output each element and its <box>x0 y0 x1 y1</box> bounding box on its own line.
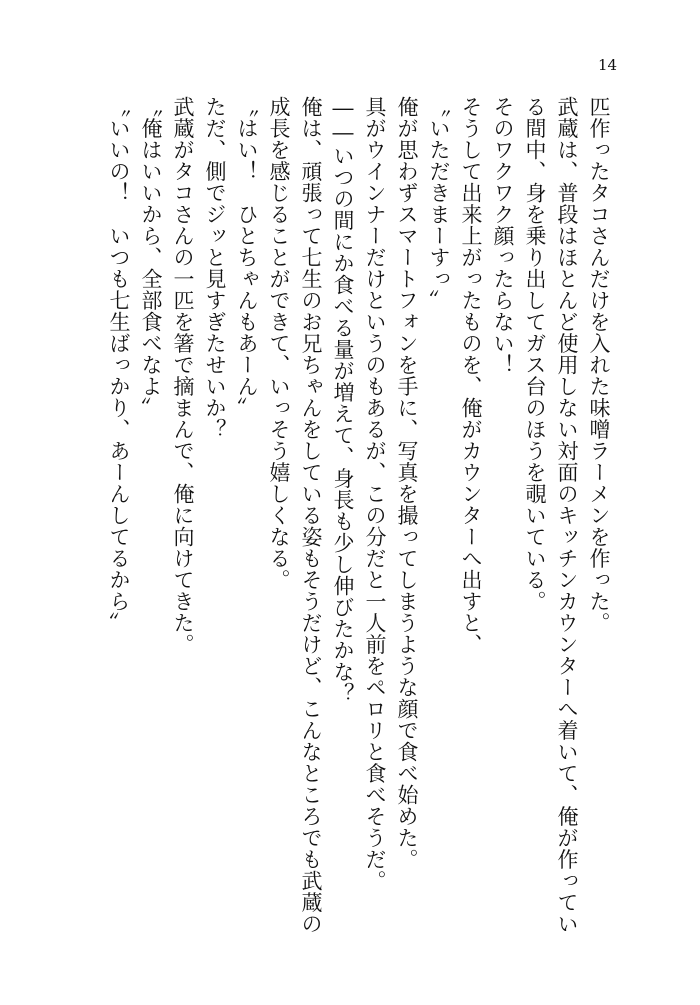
text-line: 匹作ったタコさんだけを入れた味噌ラーメンを作った。 <box>587 96 611 634</box>
text-line: そのワクワク顔ったらない！ <box>491 96 515 376</box>
text-line: 俺が思わずスマートフォンを手に、写真を撮ってしまうような顔で食べ始めた。 <box>395 96 419 870</box>
text-line: 〝はい！ ひとちゃんもあーん〟 <box>235 96 259 419</box>
text-line: 武蔵は、普段はほとんど使用しない対面のキッチンカウンターへ着いて、俺が作ってい <box>555 96 579 935</box>
text-line: 成長を感じることができて、いっそう嬉しくなる。 <box>267 96 291 591</box>
text-line: る間中、身を乗り出してガス台のほうを覗いている。 <box>523 96 547 612</box>
text-line: 〝俺はいいから、全部食べなよ〟 <box>139 96 163 419</box>
text-line: 具がウインナーだけというのもあるが、この分だと一人前をペロリと食べそうだ。 <box>363 96 387 892</box>
text-body <box>96 96 616 976</box>
text-line: ――いつの間にか食べる量が増えて、身長も少し伸びたかな？ <box>331 96 355 704</box>
text-line: 武蔵がタコさんの一匹を箸で摘まんで、俺に向けてきた。 <box>171 96 195 655</box>
text-line: そうして出来上がったものを、俺がカウンターへ出すと、 <box>459 96 483 655</box>
text-line: 〝いただきまーすっ〟 <box>427 96 451 311</box>
page-number: 14 <box>598 56 618 74</box>
text-line: 俺は、頑張って七生のお兄ちゃんをしている姿もそうだけど、こんなところでも武蔵の <box>299 96 323 935</box>
text-line: 〝いいの！ いつも七生ばっかり、あーんしてるから〟 <box>107 96 131 634</box>
text-line: ただ、側でジッと見すぎたせいか？ <box>203 96 227 440</box>
